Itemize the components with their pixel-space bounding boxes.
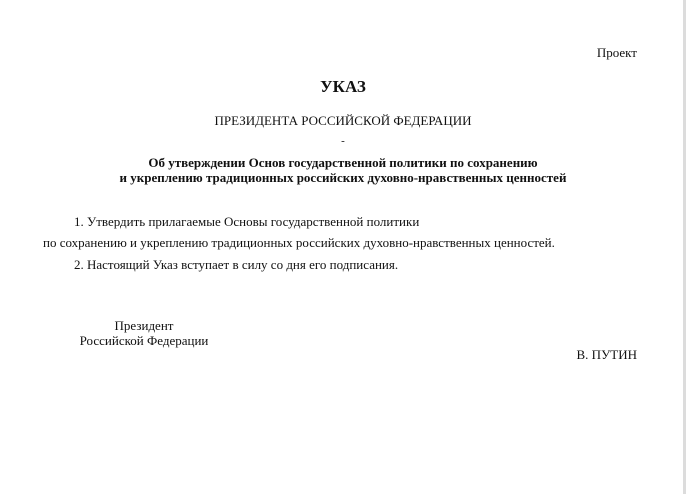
draft-label: Проект — [596, 45, 637, 60]
decree-title: УКАЗ — [320, 77, 366, 96]
signatory-title-line-2: Российской Федерации — [79, 333, 209, 348]
separator-dash: - — [341, 135, 345, 147]
heading-line-2: и укреплению традиционных российских духовно-нравственных ценностей — [119, 170, 567, 185]
signatory-name: В. ПУТИН — [576, 347, 637, 362]
paragraph-1-line-1: 1. Утвердить прилагаемые Основы государственной политики — [74, 214, 420, 229]
signatory-title — [74, 318, 214, 348]
paragraph-1-line-2: по сохранению и укреплению традиционных российских духовно-нравственных ценностей. — [43, 235, 555, 250]
heading-line-1: Об утверждении Основ государственной политики по сохранению — [148, 155, 538, 170]
decree-heading — [0, 155, 686, 185]
decree-subtitle: ПРЕЗИДЕНТА РОССИЙСКОЙ ФЕДЕРАЦИИ — [214, 113, 472, 128]
signatory-title-line-1: Президент — [114, 318, 174, 333]
paragraph-2: 2. Настоящий Указ вступает в силу со дня его подписания. — [74, 257, 399, 272]
